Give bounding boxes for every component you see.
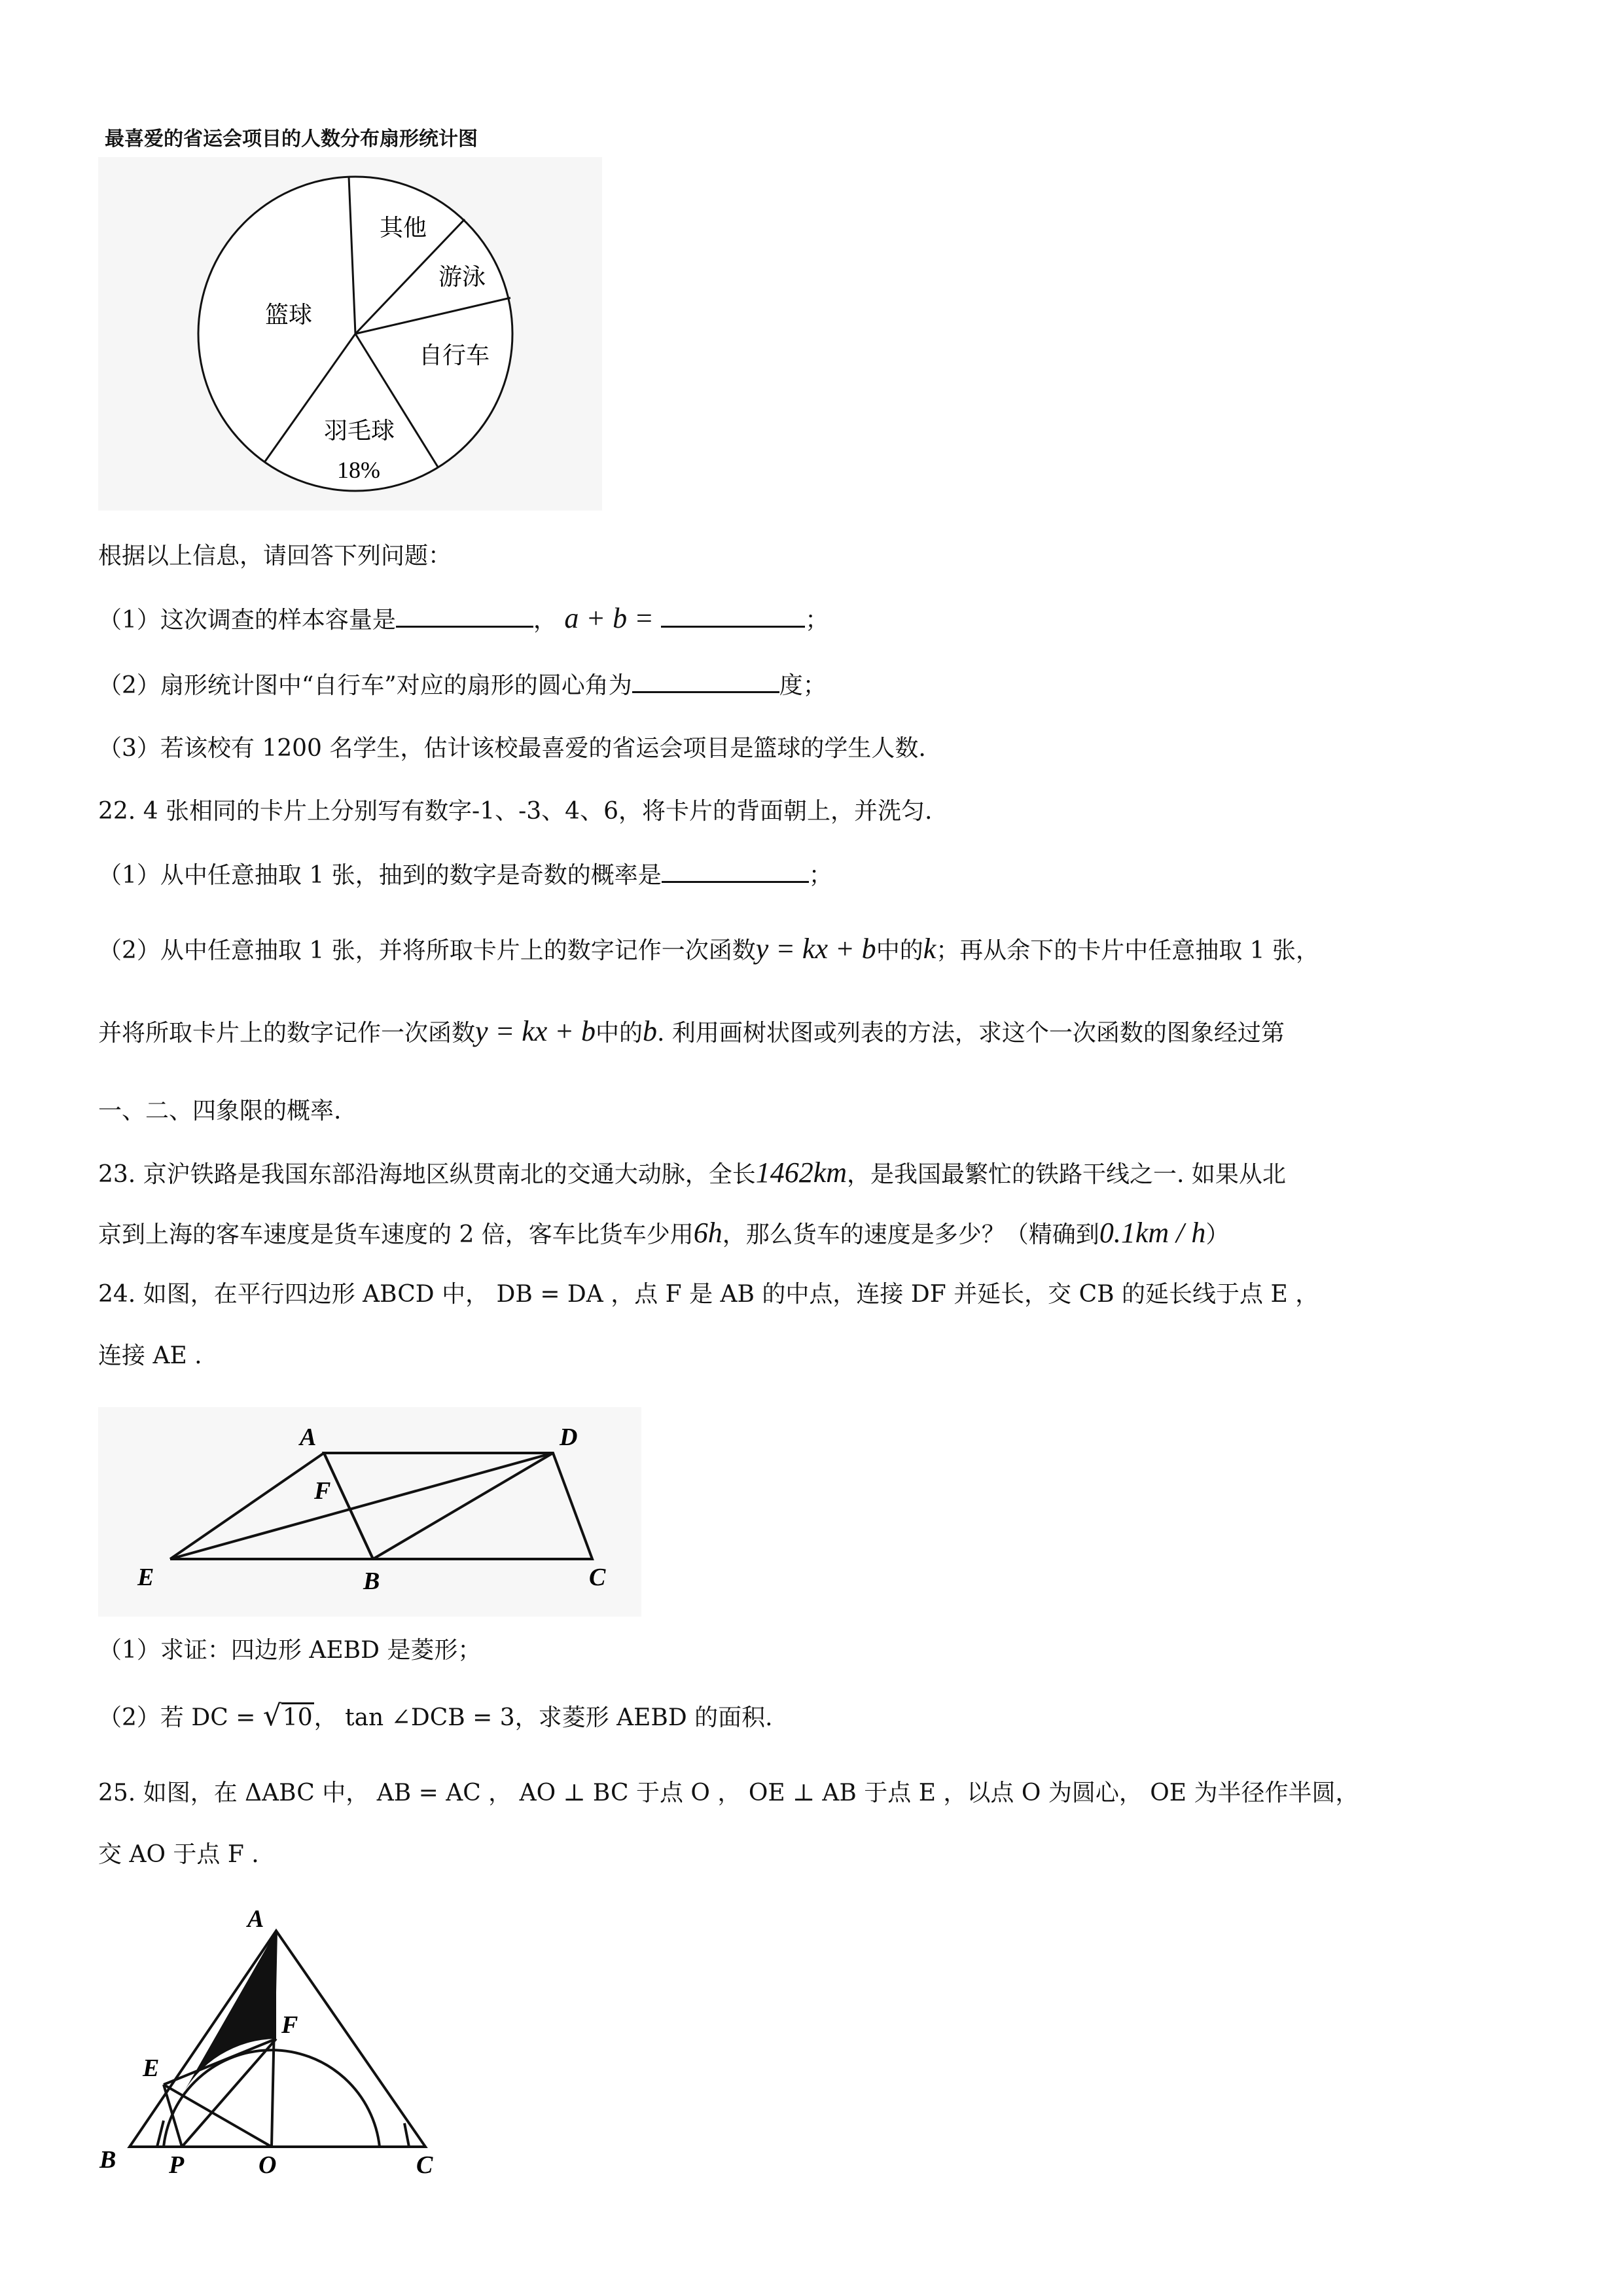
q24-part1: （1）求证：四边形 AEBD 是菱形； xyxy=(98,1637,482,1664)
q24-part2 xyxy=(98,1699,773,1732)
q22-var-k: k xyxy=(923,933,936,965)
pie-slice-other-label: 其他 xyxy=(380,215,427,242)
q23-line1-text-b: ，是我国最繁忙的铁路干线之一. 如果从北 xyxy=(847,1161,1286,1188)
q25-line1: 25. 如图，在 ΔABC 中， AB = AC ， AO ⊥ BC 于点 O ， OE ⊥ AB 于点 E ，以点 O 为圆心， OE 为半径作半圆， xyxy=(98,1780,1359,1806)
sqrt-symbol: √ xyxy=(262,1699,281,1732)
q21-part2-text: （2）扇形统计图中“自行车”对应的扇形的圆心角为 xyxy=(98,672,632,699)
pie-chart-svg xyxy=(98,118,602,511)
answer-blank-a-plus-b[interactable] xyxy=(661,603,805,628)
q22-part2-line2 xyxy=(98,1017,1285,1048)
q22-part1 xyxy=(98,859,832,890)
q24-label-E: E xyxy=(137,1564,154,1591)
q25-label-F: F xyxy=(281,2011,298,2039)
q24-label-C: C xyxy=(589,1564,606,1591)
q24-line2: 连接 AE . xyxy=(98,1342,202,1369)
pie-slice-swim-label: 游泳 xyxy=(438,264,486,291)
q25-label-P: P xyxy=(169,2151,185,2179)
q23-line1 xyxy=(98,1158,1286,1189)
pie-chart-title: 最喜爱的省运会项目的人数分布扇形统计图 xyxy=(105,128,478,151)
pie-slice-badminton-label: 羽毛球 xyxy=(324,418,395,444)
q23-line1-text-a: 23. 京沪铁路是我国东部沿海地区纵贯南北的交通大动脉，全长 xyxy=(98,1161,756,1188)
q22-part2-text-b: 中的 xyxy=(876,937,923,964)
q22-part2-line1 xyxy=(98,935,1319,965)
tick-mark-left xyxy=(157,2121,164,2147)
pie-slice-basketball-label: 篮球 xyxy=(265,302,313,329)
q25-label-B: B xyxy=(99,2146,116,2174)
tick-mark-right xyxy=(404,2123,409,2147)
pie-chart-figure xyxy=(98,118,602,511)
q23-line2-text-c: ） xyxy=(1205,1221,1230,1248)
q21-intro: 根据以上信息，请回答下列问题： xyxy=(98,543,452,569)
q24-part2-text-b: ， tan ∠DCB = 3，求菱形 AEBD 的面积. xyxy=(313,1704,773,1731)
q22-part2-line2-text-b: 中的 xyxy=(596,1020,643,1047)
q21-part1-text: （1）这次调查的样本容量是 xyxy=(98,607,396,634)
q22-var-b: b xyxy=(643,1015,658,1047)
q25-label-E: E xyxy=(143,2054,160,2082)
q24-figure xyxy=(98,1407,641,1617)
q21-part2-end: 度； xyxy=(779,672,827,699)
q22-stem: 22. 4 张相同的卡片上分别写有数字-1、-3、4、6，将卡片的背面朝上，并洗匀. xyxy=(98,798,933,825)
q24-line1: 24. 如图，在平行四边形 ABCD 中， DB = DA ，点 F 是 AB 的中点，连接 DF 并延长，交 CB 的延长线于点 E ， xyxy=(98,1281,1319,1308)
q22-part2-line3: 一、二、四象限的概率. xyxy=(98,1098,342,1124)
sqrt-radicand: 10 xyxy=(281,1702,314,1731)
q23-line2 xyxy=(98,1219,1229,1249)
answer-blank-sample-size[interactable] xyxy=(396,603,533,628)
q24-label-B: B xyxy=(363,1568,380,1595)
q21-part1 xyxy=(98,603,829,635)
q22-part2-line2-text-a: 并将所取卡片上的数字记作一次函数 xyxy=(98,1020,476,1047)
q22-part2-text-a: （2）从中任意抽取 1 张，并将所取卡片上的数字记作一次函数 xyxy=(98,937,756,964)
q24-part2-text-a: （2）若 DC = xyxy=(98,1704,263,1731)
q23-precision: 0.1km / h xyxy=(1099,1217,1206,1249)
q22-part2-line2-text-c: . 利用画树状图或列表的方法，求这个一次函数的图象经过第 xyxy=(657,1020,1285,1047)
triangle-ABC xyxy=(130,1931,425,2147)
segment-PF xyxy=(182,2039,276,2147)
q25-figure-svg xyxy=(92,1905,484,2179)
q25-figure xyxy=(92,1905,484,2179)
q25-line2: 交 AO 于点 F . xyxy=(98,1841,259,1868)
q21-part1-sep: ， xyxy=(533,607,557,634)
q21-part3: （3）若该校有 1200 名学生，估计该校最喜爱的省运会项目是篮球的学生人数. xyxy=(98,735,926,762)
q25-label-C: C xyxy=(416,2151,433,2179)
q22-part2-text-c: ；再从余下的卡片中任意抽取 1 张， xyxy=(936,937,1320,964)
q24-label-A: A xyxy=(300,1424,317,1451)
q21-part1-expr: a + b = xyxy=(564,602,654,634)
q24-figure-svg xyxy=(98,1407,641,1617)
q21-part2 xyxy=(98,669,827,700)
q24-label-F: F xyxy=(314,1477,331,1505)
q22-part1-text: （1）从中任意抽取 1 张，抽到的数字是奇数的概率是 xyxy=(98,862,662,889)
q23-time: 6h xyxy=(693,1217,722,1249)
q23-line2-text-a: 京到上海的客车速度是货车速度的 2 倍，客车比货车少用 xyxy=(98,1221,694,1248)
q21-part1-end: ； xyxy=(805,607,829,634)
q22-function-1: y = kx + b xyxy=(755,933,876,965)
q24-label-D: D xyxy=(560,1424,578,1451)
q23-length: 1462km xyxy=(755,1157,847,1189)
pie-slice-badminton-percent: 18% xyxy=(337,457,380,483)
answer-blank-central-angle[interactable] xyxy=(632,669,779,693)
pie-slice-bike-label: 自行车 xyxy=(419,342,490,369)
q22-function-2: y = kx + b xyxy=(475,1015,596,1047)
q25-label-O: O xyxy=(259,2151,277,2179)
q25-label-A: A xyxy=(247,1905,264,1933)
q22-part1-end: ； xyxy=(808,862,832,889)
q23-line2-text-b: ，那么货车的速度是多少？（精确到 xyxy=(722,1221,1099,1248)
answer-blank-odd-probability[interactable] xyxy=(662,859,809,883)
